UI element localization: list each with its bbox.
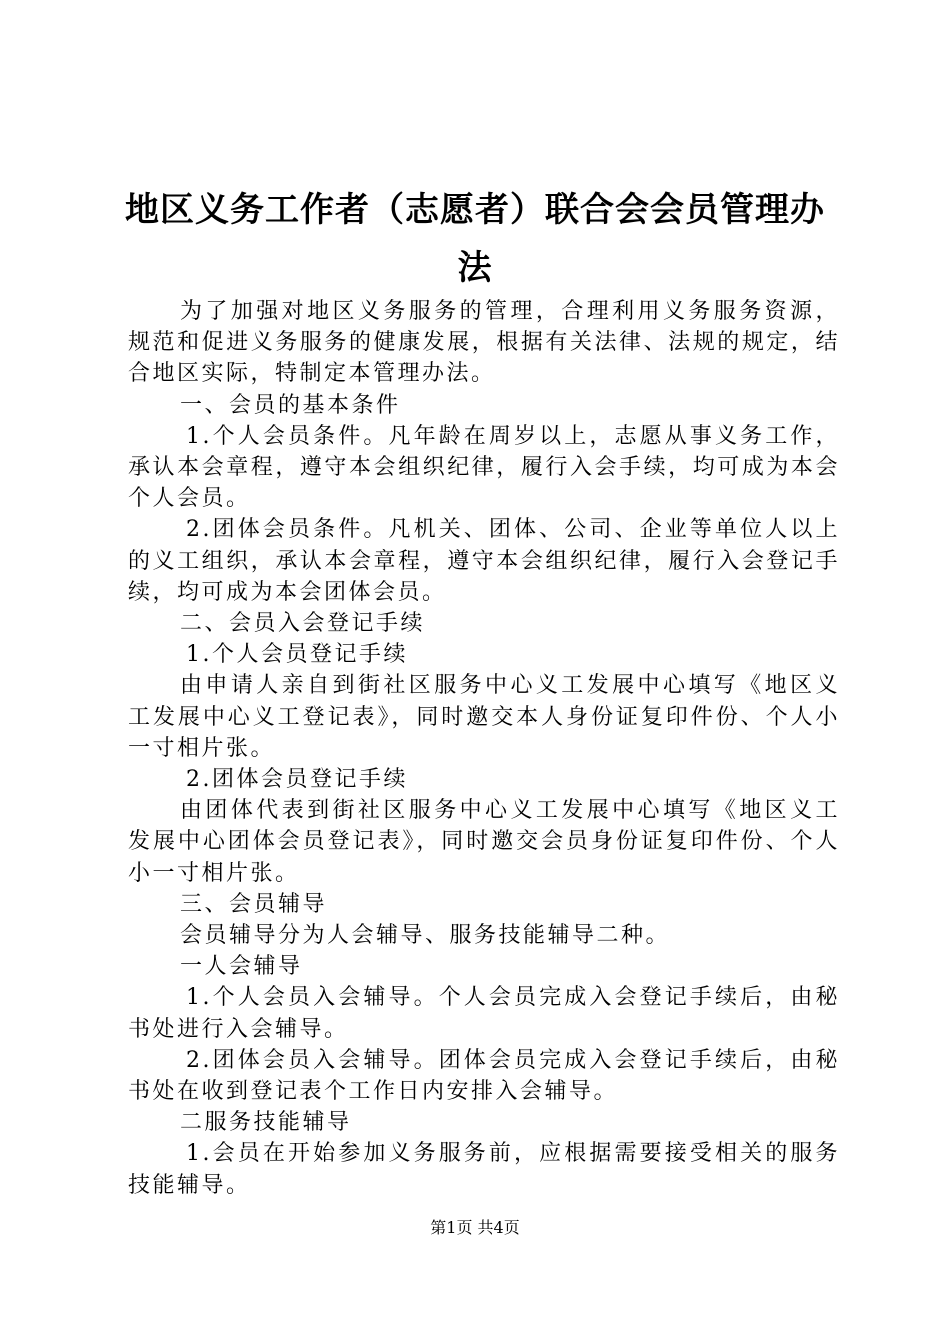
subheading-skills-guidance: 二服务技能辅导 bbox=[180, 1110, 352, 1136]
paragraph-group-orientation: 2.团体会员入会辅导。团体会员完成入会登记手续后，由秘书处在收到登记表个工作日内安排入会辅导。 bbox=[128, 1047, 840, 1105]
paragraph-individual-orientation: 1.个人会员入会辅导。个人会员完成入会登记手续后，由秘书处进行入会辅导。 bbox=[128, 985, 840, 1042]
paragraph-individual-member-conditions: 1.个人会员条件。凡年龄在周岁以上，志愿从事义务工作，承认本会章程，遵守本会组织纪律，履行入会手续，均可成为本会个人会员。 bbox=[128, 423, 840, 512]
document-title-line-2: 法 bbox=[457, 248, 493, 288]
paragraph-guidance-overview: 会员辅导分为人会辅导、服务技能辅导二种。 bbox=[180, 923, 671, 949]
paragraph-skills-guidance: 1.会员在开始参加义务服务前，应根据需要接受相关的服务技能辅导。 bbox=[128, 1141, 840, 1198]
subheading-individual-registration: 1.个人会员登记手续 bbox=[186, 642, 408, 668]
section-heading-1: 一、会员的基本条件 bbox=[180, 392, 401, 418]
paragraph-individual-registration: 由申请人亲自到街社区服务中心义工发展中心填写《地区义工发展中心义工登记表》，同时邀交本人身份证复印件份、个人小一寸相片张。 bbox=[128, 673, 840, 761]
subheading-group-registration: 2.团体会员登记手续 bbox=[186, 767, 408, 793]
paragraph-group-member-conditions: 2.团体会员条件。凡机关、团体、公司、企业等单位人以上的义工组织，承认本会章程，遵守本会组织纪律，履行入会登记手续，均可成为本会团体会员。 bbox=[128, 517, 840, 605]
subheading-orientation-guidance: 一人会辅导 bbox=[180, 954, 303, 980]
section-heading-3: 三、会员辅导 bbox=[180, 891, 328, 917]
page-footer: 第1页 共4页 bbox=[430, 1218, 520, 1237]
paragraph-intro: 为了加强对地区义务服务的管理，合理利用义务服务资源，规范和促进义务服务的健康发展，根据有关法律、法规的规定，结合地区实际，特制定本管理办法。 bbox=[128, 299, 840, 387]
paragraph-group-registration: 由团体代表到街社区服务中心义工发展中心填写《地区义工发展中心团体会员登记表》，同时邀交会员身份证复印件份、个人小一寸相片张。 bbox=[128, 798, 840, 886]
section-heading-2: 二、会员入会登记手续 bbox=[180, 611, 426, 637]
document-body bbox=[128, 296, 840, 1201]
document-title-line-1: 地区义务工作者（志愿者）联合会会员管理办 bbox=[125, 190, 825, 230]
